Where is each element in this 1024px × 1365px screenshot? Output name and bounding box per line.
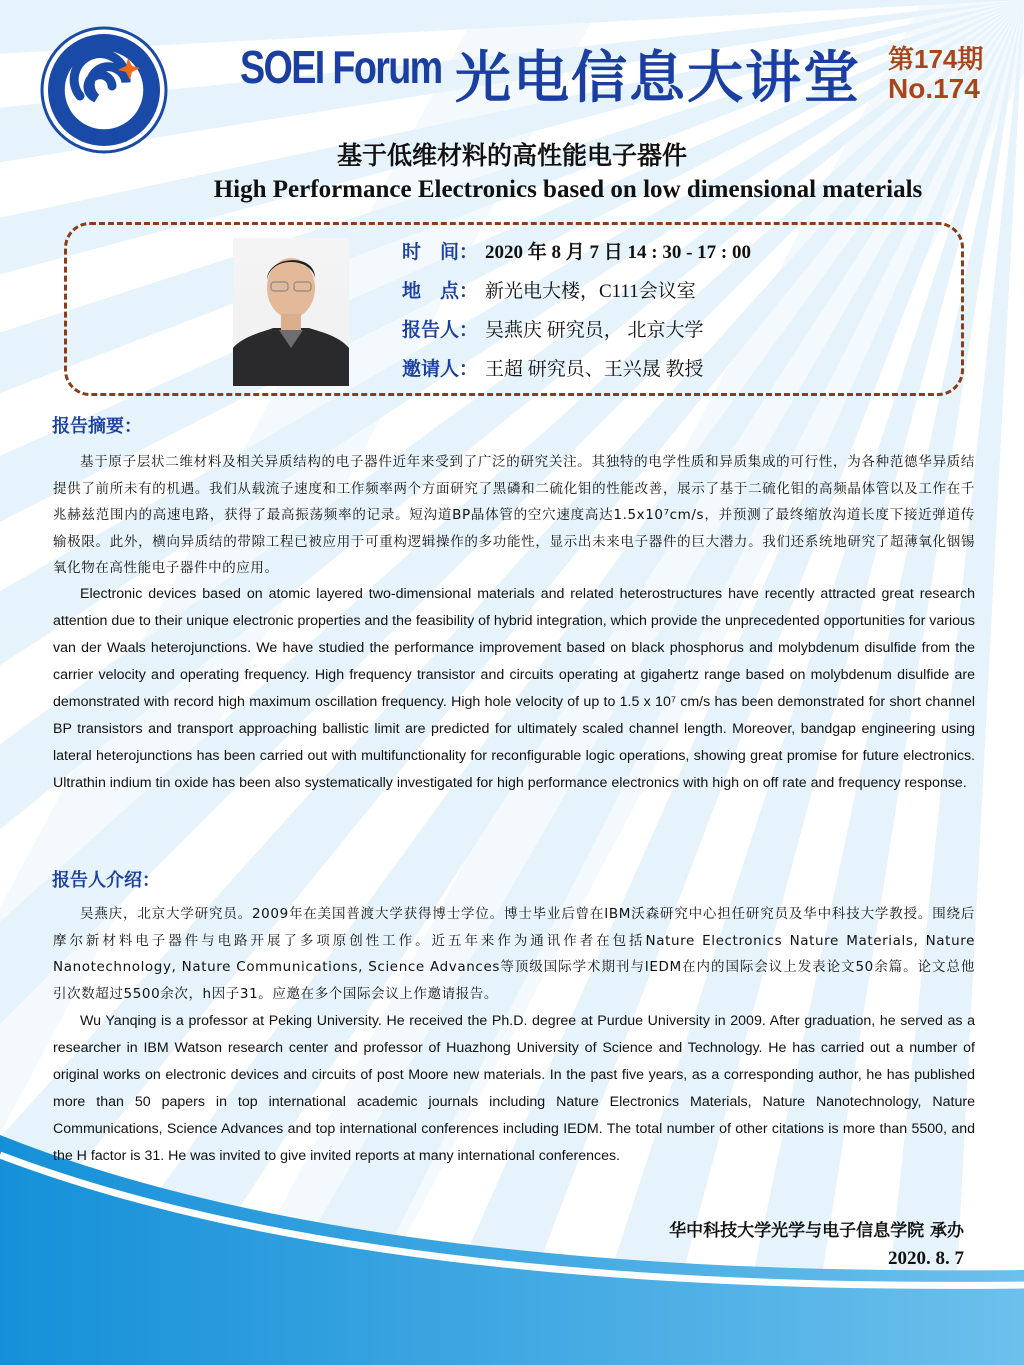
info-list	[402, 238, 751, 394]
forum-name: SOEI Forum	[240, 41, 442, 93]
info-value: 2020 年 8 月 7 日 14 : 30 - 17 : 00	[485, 242, 751, 263]
event-date: 2020. 8. 7	[888, 1248, 964, 1269]
info-host	[402, 355, 751, 394]
info-value: 吴燕庆 研究员， 北京大学	[485, 320, 704, 341]
forum-name-cn: 光电信息大讲堂	[455, 46, 861, 111]
abstract-heading: 报告摘要：	[52, 416, 142, 437]
info-location	[402, 277, 751, 316]
bio-en: Wu Yanqing is a professor at Peking University. He received the Ph.D. degree at Purdue University in 2009. After graduation, he served as a researcher in IBM Watson research center and professor of Huazhong University of Science and Technology. He has carried out a number of original works on electronic devices and circuits of post Moore new materials. In the past five years, as a corresponding author, he has published more than 50 papers in top international academic journals including Nature Electronics Materials, Nature Nanotechnology, Nature Communications, Science Advances and top international conferences including IEDM. The total number of other citations is more than 5500, and the H factor is 31. He was invited to give invited reports at many international conferences.	[53, 1013, 975, 1164]
bio-heading: 报告人介绍：	[52, 870, 160, 891]
speaker-photo	[233, 238, 349, 386]
info-time	[402, 238, 751, 277]
organizer: 华中科技大学光学与电子信息学院 承办	[669, 1221, 964, 1241]
info-value: 新光电大楼，C111会议室	[485, 281, 696, 302]
info-speaker	[402, 316, 751, 355]
abstract-en: Electronic devices based on atomic layered two-dimensional materials and related heterostructures have recently attracted great research attention due to their unique electronic properties and the feasibility of hybrid integration, which provide the unprecedented opportunities for various van der Waals heterojunctions. We have studied the performance improvement based on black phosphorus and molybdenum disulfide from the carrier velocity and operating frequency. High frequency transistor and circuits operating at gigahertz range based on molybdenum disulfide are demonstrated with record high maximum oscillation frequency. High hole velocity of up to 1.5 x 10⁷ cm/s has been demonstrated for short channel BP transistors and transport approaching ballistic limit are predicted for ultimately scaled channel length. Moreover, bandgap engineering using lateral heterojunctions has been carried out with multifunctionality for reconfigurable logic operations, showing great promise for future electronics. Ultrathin indium tin oxide has been also systematically investigated for high performance electronics with high on off rate and frequency response.	[53, 586, 975, 791]
school-logo	[40, 26, 168, 154]
issue-number-cn: 第174期	[888, 44, 984, 74]
issue-number-en: No.174	[888, 73, 980, 104]
abstract-cn: 基于原子层状二维材料及相关异质结构的电子器件近年来受到了广泛的研究关注。其独特的电学性质和异质集成的可行性，为各种范德华异质结提供了前所未有的机遇。我们从载流子速度和工作频率两个方面研究了黑磷和二硫化钼的性能改善，展示了基于二硫化钼的高频晶体管以及工作在千兆赫兹范围内的高速电路，获得了最高振荡频率的记录。短沟道BP晶体管的空穴速度高达1.5x10⁷cm/s，并预测了最终缩放沟道长度下接近弹道传输极限。此外，横向异质结的带隙工程已被应用于可重构逻辑操作的多功能性，显示出未来电子器件的巨大潜力。我们还系统地研究了超薄氧化铟锡氧化物在高性能电子器件中的应用。	[53, 454, 975, 577]
bio-cn: 吴燕庆，北京大学研究员。2009年在美国普渡大学获得博士学位。博士毕业后曾在IBM沃森研究中心担任研究员及华中科技大学教授。围绕后摩尔新材料电子器件与电路开展了多项原创性工作。近五年来作为通讯作者在包括Nature Electronics Nature Materials, Nature Nanotechnology, Nature Communications, Science Advances等顶级国际学术期刊与IEDM在内的国际会议上发表论文50余篇。论文总他引次数超过5500余次，h因子31。应邀在多个国际会议上作邀请报告。	[53, 906, 975, 1002]
info-value: 王超 研究员、王兴晟 教授	[485, 359, 704, 380]
info-label: 报告人：	[402, 319, 479, 341]
talk-title-en: High Performance Electronics based on low dimensional materials	[213, 176, 923, 203]
talk-title-cn: 基于低维材料的高性能电子器件	[336, 141, 687, 170]
info-label: 时 间：	[402, 241, 479, 263]
info-label: 地 点：	[402, 280, 479, 302]
issue-number	[888, 44, 983, 104]
info-label: 邀请人：	[402, 358, 479, 380]
